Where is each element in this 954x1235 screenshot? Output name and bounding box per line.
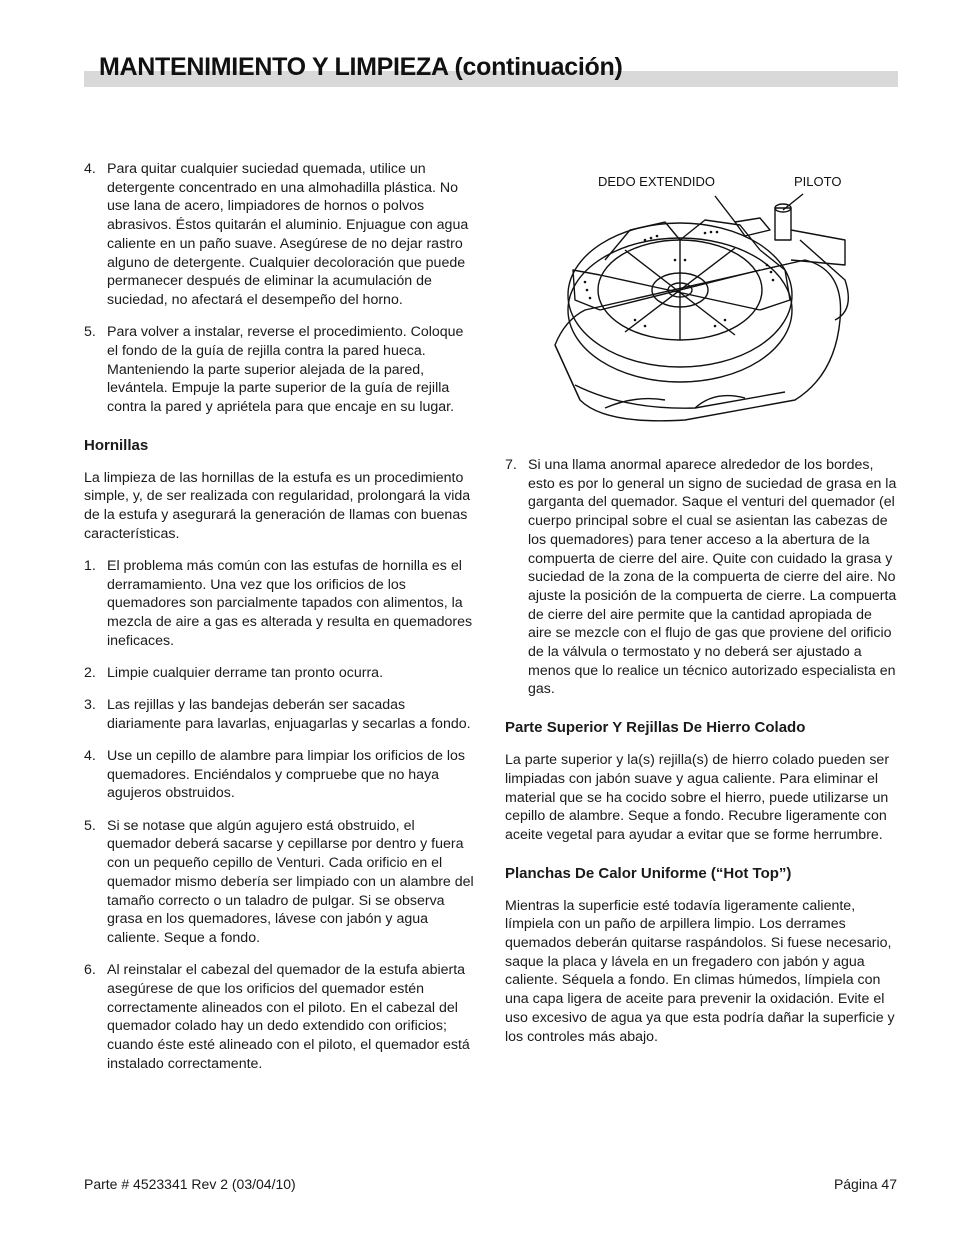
section-heading-hot-top: Planchas De Calor Uniforme (“Hot Top”): [505, 864, 792, 882]
list-item: [84, 557, 478, 651]
figure-label-pilot: PILOTO: [794, 174, 842, 189]
section-heading-cast-iron: Parte Superior Y Rejillas De Hierro Colado: [505, 719, 806, 737]
item-text: Al reinstalar el cabezal del quemador de la estufa abierta asegúrese de que los orificios del quemador estén correctamente alineados con el piloto. En el cabezal del quemador colado hay un dedo extendido con orificios; cuando éste esté alineado con el piloto, el quemador está instalado correctamente.: [107, 962, 470, 1072]
cast-iron-paragraph: La parte superior y la(s) rejilla(s) de hierro colado pueden ser limpiadas con jabón suave y agua caliente. Para eliminar el material que se ha cocido sobre el hierro, puede utilizarse un cepillo de alambre. Seque a fondo. Recubre ligeramente con aceite vegetal para ayudar a evitar que se forme herrumbre.: [505, 752, 890, 843]
page-title: MANTENIMIENTO Y LIMPIEZA (continuación): [99, 53, 623, 81]
list-item: [84, 160, 478, 310]
item-text: Para volver a instalar, reverse el procedimiento. Coloque el fondo de la guía de rejilla contra la pared hueca. Manteniendo la parte superior alejada de la pared, levántela. Empuje la parte superior de la guía de rejilla contra la pared y apriétela para que encaje en su lugar.: [107, 324, 464, 415]
left-column: [84, 160, 478, 1087]
item-number: 4.: [84, 161, 96, 177]
item-number: 5.: [84, 324, 96, 341]
hot-top-paragraph: Mientras la superficie esté todavía ligeramente caliente, límpiela con un paño de arpillera limpio. Los derrames quemados deberán quitarse raspándolos. Si fuese necesario, saque la placa y lávela en un fregadero con jabón y agua caliente. Séquela a fondo. En climas húmedos, límpiela con una capa ligera de aceite para prevenir la oxidación. Evite el uso excesivo de agua ya que esta podría dañar la superficie y los controles más abajo.: [505, 897, 895, 1045]
list-item: [84, 323, 478, 417]
item-number: 6.: [84, 962, 96, 979]
list-item: [84, 817, 478, 948]
section-heading-hornillas: Hornillas: [84, 436, 149, 454]
list-item: [84, 664, 478, 683]
item-number: 3.: [84, 697, 96, 714]
intro-paragraph: La limpieza de las hornillas de la estufa es un procedimiento simple, y, de ser realizada con regularidad, prolongará la vida de la estufa y asegurará la generación de llamas con buenas características.: [84, 469, 471, 542]
item-text: Para quitar cualquier suciedad quemada, utilice un detergente concentrado en una almohadilla plástica. No use lana de acero, limpiadores de hornos o polvos abrasivos. Éstos quitarán el aluminio. Enjuague con agua caliente en un paño suave. Asegúrese de no dejar rastro alguno de detergente. Cualquier decoloración que puede permanecer después de eliminar la acumulación de suciedad, no afectará el desempeño del horno.: [107, 161, 469, 308]
footer-page-number: Página 47: [833, 1176, 897, 1192]
list-item: [84, 747, 478, 803]
item-text: Use un cepillo de alambre para limpiar los orificios de los quemadores. Enciéndalos y compruebe que no haya agujeros obstruidos.: [107, 748, 466, 802]
footer-part-number: Parte # 4523341 Rev 2 (03/04/10): [84, 1176, 296, 1192]
item-number: 1.: [84, 557, 96, 574]
item-number: 2.: [84, 664, 96, 681]
right-column: [505, 456, 898, 1060]
list-item: [84, 961, 478, 1073]
list-item: [505, 456, 898, 699]
item-number: 4.: [84, 748, 96, 765]
item-number: 5.: [84, 817, 96, 834]
item-text: Si se notase que algún agujero está obstruido, el quemador deberá sacarse y cepillarse por dentro y fuera con un pequeño cepillo de Venturi. Cada orificio en el quemador mismo debería ser limpiado con un alambre del tamaño correcto o un taladro de pulgar. Si se observa grasa en los quemadores, lávese con jabón y agua caliente. Seque a fondo.: [107, 817, 474, 946]
item-text: Limpie cualquier derrame tan pronto ocurra.: [107, 664, 384, 681]
item-text: Las rejillas y las bandejas deberán ser sacadas diariamente para lavarlas, enjuagarlas y secarlas a fondo.: [107, 697, 471, 732]
item-text: El problema más común con las estufas de hornilla es el derramamiento. Una vez que los orificios de los quemadores son parcialmente tapados con alimentos, la mezcla de aire a gas es alterada y resulta en quemadores ineficaces.: [107, 557, 473, 649]
item-text: Si una llama anormal aparece alrededor de los bordes, esto es por lo general un signo de suciedad de grasa en la garganta del quemador. Saque el venturi del quemador (el cuerpo principal sobre el cual se asientan las cabezas de los quemadores) para tener acceso a la abertura de la compuerta de cierre del aire. Quite con cuidado la grasa y suciedad de la zona de la compuerta de cierre del aire. No ajuste la posición de la compuerta de cierre. La compuerta de cierre del aire permite que la cantidad apropiada de aire se mezcle con el flujo de gas que proviene del orificio de la válvula o termostato y no deberá ser ajustado a menos que lo realice un técnico autorizado especialista en gas.: [528, 457, 897, 698]
item-number: 7.: [505, 457, 517, 473]
list-item: [84, 696, 478, 733]
figure-label-finger: DEDO EXTENDIDO: [598, 174, 716, 189]
burner-illustration: [545, 170, 898, 435]
